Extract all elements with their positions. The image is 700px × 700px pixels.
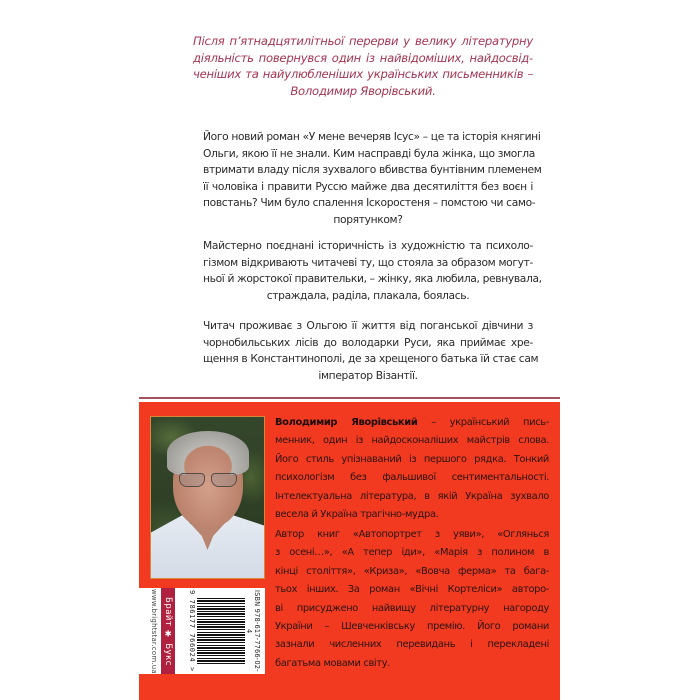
bio-line: зазнали численних перевидань і перекладені xyxy=(275,639,549,651)
bio-line: з осені…», «А тепер іди», «Марія з полином в xyxy=(275,547,549,559)
paragraph-line: її чоловіка і правити Руссю майже два десятиліття без воєн і xyxy=(203,179,533,193)
paragraph-line: щення в Константинополі, де за хрещеного батька їй стає сам xyxy=(203,352,539,366)
description-paragraph-3 xyxy=(203,318,539,384)
glasses-icon xyxy=(179,473,237,487)
isbn-label: ISBN 978-617-7766-02-4 xyxy=(245,590,261,672)
paragraph-line: страждала, раділа, плакала, боялась. xyxy=(266,288,470,302)
paragraph-line: порятунком? xyxy=(333,212,403,226)
intro-text xyxy=(193,33,533,100)
bio-line-rest: – український пись- xyxy=(417,417,549,428)
bio-line: багатьма мовами світу. xyxy=(275,657,390,669)
description-paragraph-1 xyxy=(203,129,542,229)
divider-rule xyxy=(139,397,560,399)
paragraph-line: чорнобильських лісів до володарки Руси, яка приймає хре- xyxy=(203,335,533,349)
barcode-digits: 9 786177 766024 > xyxy=(188,590,196,672)
intro-line: Після п’ятнадцятилітньої перерви у велику літературну xyxy=(193,34,533,48)
bio-line: тьох інших. За роман «Вічні Кортеліси» авторо- xyxy=(275,584,549,596)
barcode-block xyxy=(139,588,265,674)
author-bio-paragraph-1 xyxy=(275,414,549,524)
paragraph-line: втримати владу після зухвалого вбивства бунтівним племенем xyxy=(203,163,542,177)
intro-line: діяльність повернувся один із найвідоміших, найдосвід- xyxy=(193,50,533,65)
paragraph-line: Читач проживає з Ольгою її життя від поганської дівчини з xyxy=(203,319,533,332)
author-photo xyxy=(150,416,265,579)
photo-hair xyxy=(167,431,249,475)
paragraph-line: Майстерно поєднані історичність із художністю та психоло- xyxy=(203,239,533,252)
intro-line: Володимир Яворівський. xyxy=(290,84,436,99)
bio-line xyxy=(275,414,549,432)
bio-line: Інтелектуальна література, в якій Україна зухвало xyxy=(275,490,549,502)
description-paragraph-2 xyxy=(203,238,542,304)
bio-line: ві присуджено найвищу літературну нагороду xyxy=(275,602,549,614)
bio-line: менник, один із найдосконаліших майстрів слова. xyxy=(275,435,549,447)
bio-line: Автор книг «Автопортрет з уяви», «Оглянься xyxy=(275,529,549,540)
publisher-logo: Брайт ✱ Букс xyxy=(161,588,175,674)
barcode-icon xyxy=(197,598,245,664)
paragraph-line: Ольги, якою її не знали. Ким насправді була жінка, що змогла xyxy=(203,146,535,160)
paragraph-line: Його новий роман «У мене вечеряв Ісус» – це та історія княгині xyxy=(203,130,541,143)
paragraph-line: ньої й жорстокої правительки, – жінку, яка любила, ревнувала, xyxy=(203,272,542,286)
bio-line: кінці століття», «Криза», «Вовча ферма» та бага- xyxy=(275,565,549,577)
author-name: Володимир Яворівський xyxy=(275,417,418,428)
paragraph-line: імператор Візантії. xyxy=(318,368,418,382)
publisher-website: www.brightstar.com.ua xyxy=(150,588,158,674)
author-bio-paragraph-2 xyxy=(275,526,549,673)
bio-line: України – Шевченківську премію. Його романи xyxy=(275,621,549,633)
paragraph-line: повстань? Чим було спалення Іскоростеня – помстою чи само- xyxy=(203,196,536,210)
bio-line: Його стиль упізнаваний із першого рядка. Тонкий xyxy=(275,453,549,465)
intro-line: ченіших та найулюбленіших українських письменників – xyxy=(193,67,533,82)
bio-line: весела й Україна трагічно-мудра. xyxy=(275,509,439,521)
paragraph-line: гізмом відкривають читачеві ту, що стояла за образом могут- xyxy=(203,255,533,269)
bio-line: психологізм без фальшивої сентиментальності. xyxy=(275,472,549,484)
